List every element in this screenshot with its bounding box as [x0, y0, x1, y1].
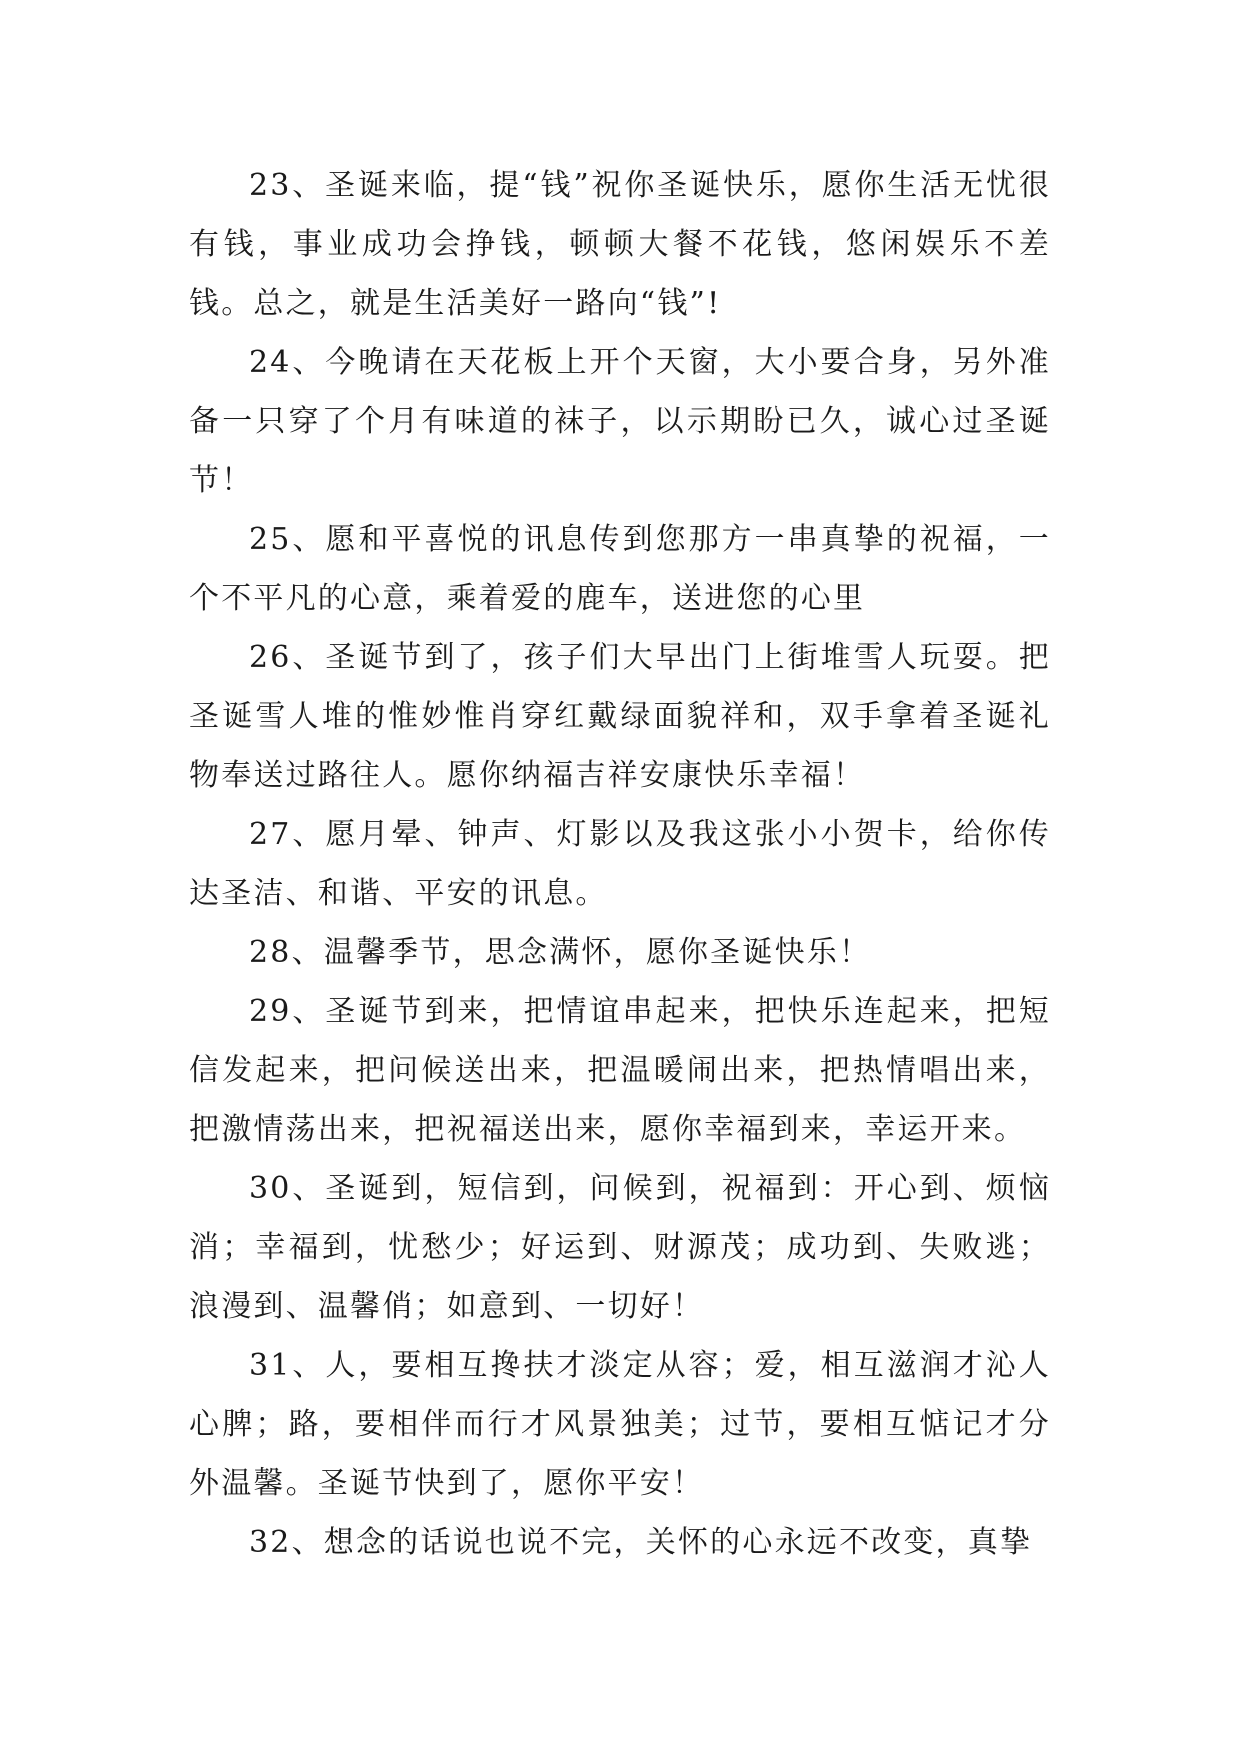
paragraph-27: 27、愿月晕、钟声、灯影以及我这张小小贺卡，给你传达圣洁、和谐、平安的讯息。	[189, 817, 1051, 911]
paragraph-32: 32、想念的话说也说不完，关怀的心永远不改变，真挚	[249, 1525, 1033, 1560]
paragraph-31: 31、人，要相互搀扶才淡定从容；爱，相互滋润才沁人心脾；路，要相伴而行才风景独美；过节，要相互惦记才分外温馨。圣诞节快到了，愿你平安！	[189, 1348, 1051, 1501]
document-body	[189, 156, 1051, 1572]
paragraph-26: 26、圣诞节到了，孩子们大早出门上街堆雪人玩耍。把圣诞雪人堆的惟妙惟肖穿红戴绿面貌祥和，双手拿着圣诞礼物奉送过路往人。愿你纳福吉祥安康快乐幸福！	[189, 640, 1051, 793]
paragraph-28: 28、温馨季节，思念满怀，愿你圣诞快乐！	[249, 935, 872, 970]
paragraph-24: 24、今晚请在天花板上开个天窗，大小要合身，另外准备一只穿了个月有味道的袜子，以示期盼已久，诚心过圣诞节！	[189, 345, 1051, 498]
paragraph-29: 29、圣诞节到来，把情谊串起来，把快乐连起来，把短信发起来，把问候送出来，把温暖闹出来，把热情唱出来，把激情荡出来，把祝福送出来，愿你幸福到来，幸运开来。	[189, 994, 1051, 1147]
paragraph-25: 25、愿和平喜悦的讯息传到您那方一串真挚的祝福，一个不平凡的心意，乘着爱的鹿车，送进您的心里	[189, 522, 1051, 616]
paragraph-23: 23、圣诞来临，提“钱”祝你圣诞快乐，愿你生活无忧很有钱，事业成功会挣钱，顿顿大餐不花钱，悠闲娱乐不差钱。总之，就是生活美好一路向“钱”!	[189, 168, 1051, 321]
paragraph-30: 30、圣诞到，短信到，问候到，祝福到：开心到、烦恼消；幸福到，忧愁少；好运到、财源茂；成功到、失败逃；浪漫到、温馨俏；如意到、一切好！	[189, 1171, 1051, 1324]
